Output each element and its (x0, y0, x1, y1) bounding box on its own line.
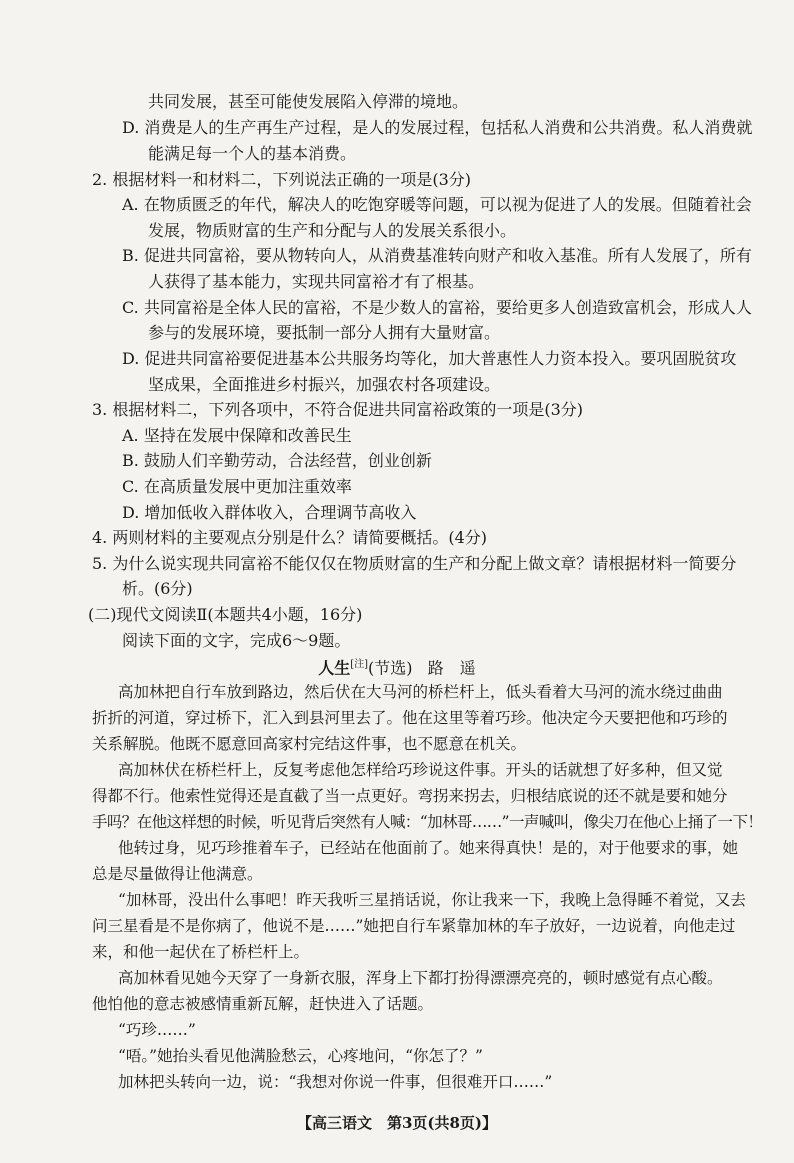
text-line: 能满足每一个人的基本消费。 (148, 144, 357, 163)
question-5: 5. 为什么说实现共同富裕不能仅仅在物质财富的生产和分配上做文章？请根据材料一简要分 (92, 554, 737, 573)
text-line: 人获得了基本能力，实现共同富裕才有了根基。 (148, 272, 485, 291)
page-footer: 【高三语文 第3页(共8页)】 (296, 1114, 498, 1132)
passage-line: 得都不行。他索性觉得还是直截了当一点更好。弯拐来拐去，归根结底说的还不就是要和她分 (92, 787, 728, 805)
title-note-marker: [注] (350, 659, 369, 670)
passage-line: 手吗？在他这样想的时候，听见背后突然有人喊：“加林哥……”一声喊叫，像尖刀在他心上捅了一下！ (92, 813, 763, 831)
title-main: 人生 (318, 658, 351, 678)
instruction: 阅读下面的文字，完成6～9题。 (122, 631, 351, 650)
text-line: 参与的发展环境，要抵制一部分人拥有大量财富。 (148, 323, 501, 342)
passage-title (0, 654, 794, 679)
option-line: C. 在高质量发展中更加注重效率 (122, 477, 352, 496)
option-line: A. 在物质匮乏的年代，解决人的吃饱穿暖等问题，可以视为促进了人的发展。但随着社会 (122, 195, 752, 214)
passage-line: 总是尽量做得让他满意。 (92, 865, 263, 883)
option-line: D. 促进共同富裕要促进基本公共服务均等化，加大普惠性人力资本投入。要巩固脱贫攻 (122, 349, 737, 368)
option-line: A. 坚持在发展中保障和改善民生 (122, 426, 352, 445)
option-line: D. 增加低收入群体收入，合理调节高收入 (122, 503, 417, 522)
passage-line: 来，和他一起伏在了桥栏杆上。 (92, 943, 310, 961)
option-line: D. 消费是人的生产再生产过程，是人的发展过程，包括私人消费和公共消费。私人消费就 (122, 118, 753, 137)
passage-line: 他怕他的意志被感情重新瓦解，赶快进入了话题。 (92, 995, 434, 1013)
title-excerpt: (节选) (368, 658, 413, 678)
text-line: 析。(6分) (122, 579, 193, 598)
option-line: B. 促进共同富裕，要从物转向人，从消费基准转向财产和收入基准。所有人发展了，所有 (122, 246, 752, 265)
option-line: C. 共同富裕是全体人民的富裕，不是少数人的富裕，要给更多人创造致富机会，形成人人 (122, 298, 752, 317)
passage-line: “唔。”她抬头看见他满脸愁云，心疼地问，“你怎了？” (118, 1047, 483, 1065)
passage-line: 高加林把自行车放到路边，然后伏在大马河的桥栏杆上，低头看着大马河的流水绕过曲曲 (118, 683, 723, 701)
passage-line: 关系解脱。他既不愿意回高家村完结这件事，也不愿意在机关。 (92, 735, 527, 753)
passage-line: 高加林看见她今天穿了一身新衣服，浑身上下都打扮得漂漂亮亮的，顿时感觉有点心酸。 (118, 969, 723, 987)
passage-line: “巧珍……” (118, 1021, 196, 1039)
passage-line: 加林把头转向一边，说：“我想对你说一件事，但很难开口……” (118, 1073, 553, 1091)
question-4: 4. 两则材料的主要观点分别是什么？请简要概括。(4分) (92, 528, 488, 547)
passage-line: “加林哥，没出什么事吧！昨天我听三星捎话说，你让我来一下，我晚上急得睡不着觉，又去 (118, 891, 746, 909)
option-line: B. 鼓励人们辛勤劳动，合法经营，创业创新 (122, 451, 432, 470)
question-2: 2. 根据材料一和材料二，下列说法正确的一项是(3分) (92, 170, 472, 189)
text-line: 共同发展，甚至可能使发展陷入停滞的境地。 (148, 92, 469, 111)
title-author: 路 遥 (427, 658, 476, 678)
passage-line: 他转过身，见巧珍推着车子，已经站在他面前了。她来得真快！是的，对于他要求的事，她 (118, 839, 739, 857)
section-heading: (二)现代文阅读Ⅱ(本题共4小题，16分) (88, 605, 363, 624)
passage-line: 折折的河道，穿过桥下，汇入到县河里去了。他在这里等着巧珍。他决定今天要把他和巧珍的 (92, 709, 728, 727)
passage-line: 问三星看是不是你病了，他说不是……”她把自行车紧靠加林的车子放好，一边说着，向他走过 (92, 917, 736, 935)
question-3: 3. 根据材料二，下列各项中，不符合促进共同富裕政策的一项是(3分) (92, 400, 584, 419)
text-line: 坚成果，全面推进乡村振兴，加强农村各项建设。 (148, 375, 501, 394)
passage-line: 高加林伏在桥栏杆上，反复考虑他怎样给巧珍说这件事。开头的话就想了好多种，但又觉 (118, 761, 723, 779)
text-line: 发展，物质财富的生产和分配与人的发展关系很小。 (148, 221, 517, 240)
